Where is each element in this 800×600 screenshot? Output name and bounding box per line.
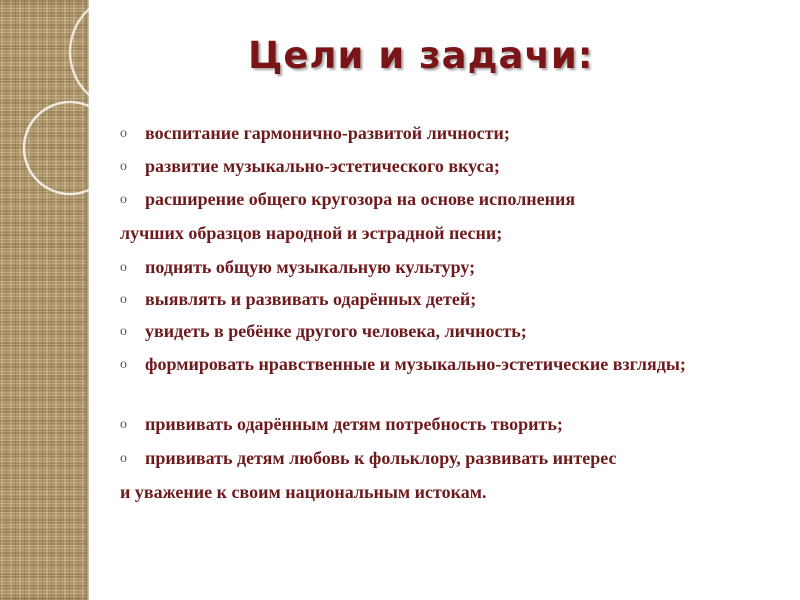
list-item <box>120 255 760 280</box>
list-item-text: формировать нравственные и музыкально-эстетические взгляды; <box>145 354 686 374</box>
list-item-text: поднять общую музыкальную культуру; <box>145 257 476 277</box>
slide-title: Цели и задачи: <box>248 34 594 77</box>
list-item-text: развитие музыкально-эстетического вкуса; <box>145 156 500 176</box>
circle-bullet-icon: o <box>120 192 127 207</box>
list-item-text: прививать одарённым детям потребность творить; <box>145 414 563 434</box>
list-item <box>120 319 760 344</box>
list-item <box>120 446 760 471</box>
list-item <box>120 412 760 437</box>
circle-bullet-icon: o <box>120 451 127 466</box>
list-item-text: прививать детям любовь к фольклору, развивать интерес <box>145 448 617 468</box>
list-item-text: расширение общего кругозора на основе исполнения <box>145 189 576 209</box>
circle-bullet-icon: o <box>120 260 127 275</box>
circle-bullet-icon: o <box>120 292 127 307</box>
list-item-text: увидеть в ребёнке другого человека, личность; <box>145 321 527 341</box>
list-item-text: и уважение к своим национальным истокам. <box>120 482 487 502</box>
circle-bullet-icon: o <box>120 324 127 339</box>
circle-bullet-icon: o <box>120 159 127 174</box>
circle-bullet-icon: o <box>120 357 127 372</box>
list-item <box>120 352 760 377</box>
list-item-continuation <box>120 221 760 246</box>
list-item <box>120 154 760 179</box>
list-item-text: воспитание гармонично-развитой личности; <box>145 123 510 143</box>
list-item <box>120 187 760 212</box>
circle-bullet-icon: o <box>120 126 127 141</box>
list-item <box>120 287 760 312</box>
list-item-continuation <box>120 480 760 505</box>
list-item-text: лучших образцов народной и эстрадной песни; <box>120 223 503 243</box>
circle-bullet-icon: o <box>120 417 127 432</box>
list-item-text: выявлять и развивать одарённых детей; <box>145 289 477 309</box>
list-item <box>120 121 760 146</box>
